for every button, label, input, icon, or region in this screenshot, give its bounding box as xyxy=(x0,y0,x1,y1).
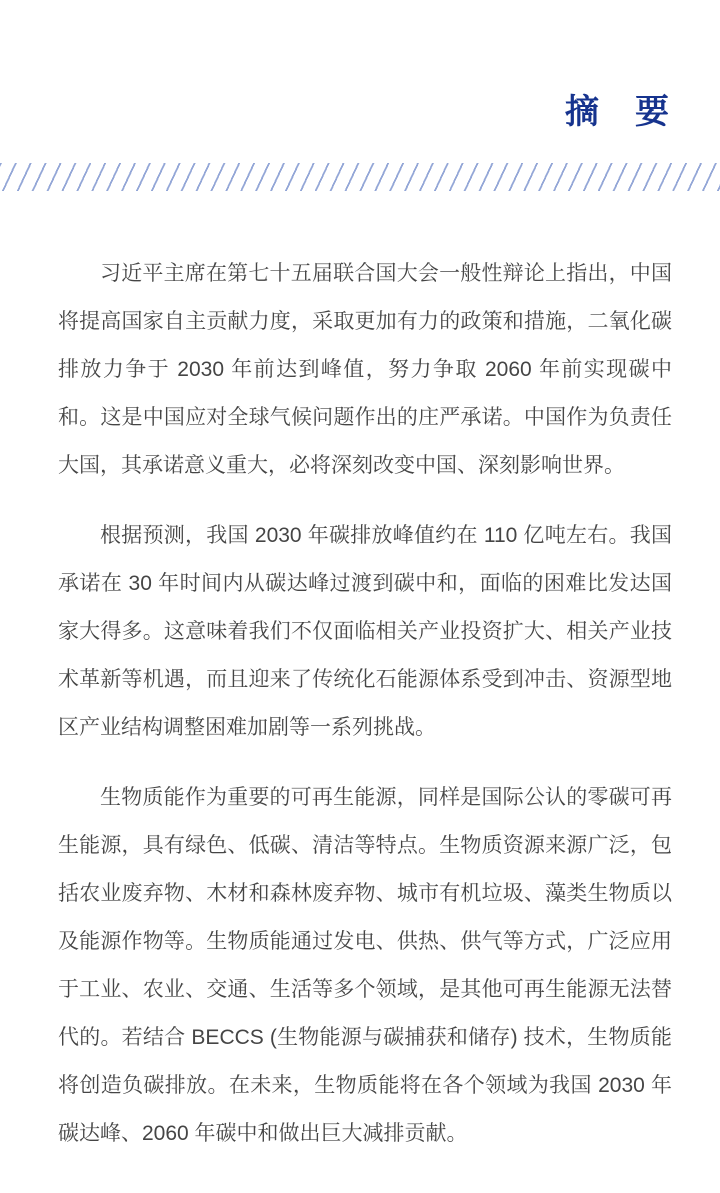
abstract-paragraph-2: 根据预测，我国 2030 年碳排放峰值约在 110 亿吨左右。我国承诺在 30 年时间内从碳达峰过渡到碳中和，面临的困难比发达国家大得多。这意味着我们不仅面临相关产业投资扩大、相关产业技术革新等机遇，而且迎来了传统化石能源体系受到冲击、资源型地区产业结构调整困难加剧等一系列挑战。 xyxy=(58,524,672,739)
diagonal-stripe-divider xyxy=(0,163,720,191)
abstract-paragraph-3: 生物质能作为重要的可再生能源，同样是国际公认的零碳可再生能源，具有绿色、低碳、清洁等特点。生物质资源来源广泛，包括农业废弃物、木材和森林废弃物、城市有机垃圾、藻类生物质以及能源作物等。生物质能通过发电、供热、供气等方式，广泛应用于工业、农业、交通、生活等多个领域，是其他可再生能源无法替代的。若结合 BECCS (生物能源与碳捕获和储存) 技术，生物质能将创造负碳排放。在未来，生物质能将在各个领域为我国 2030 年碳达峰、2060 年碳中和做出巨大减排贡献。 xyxy=(58,786,672,1145)
abstract-paragraph-1: 习近平主席在第七十五届联合国大会一般性辩论上指出，中国将提高国家自主贡献力度，采取更加有力的政策和措施，二氧化碳排放力争于 2030 年前达到峰值，努力争取 2060 年前实现碳中和。这是中国应对全球气候问题作出的庄严承诺。中国作为负责任大国，其承诺意义重大，必将深刻改变中国、深刻影响世界。 xyxy=(58,262,672,477)
abstract-body xyxy=(58,250,672,1180)
page-title: 摘 要 xyxy=(565,93,670,131)
